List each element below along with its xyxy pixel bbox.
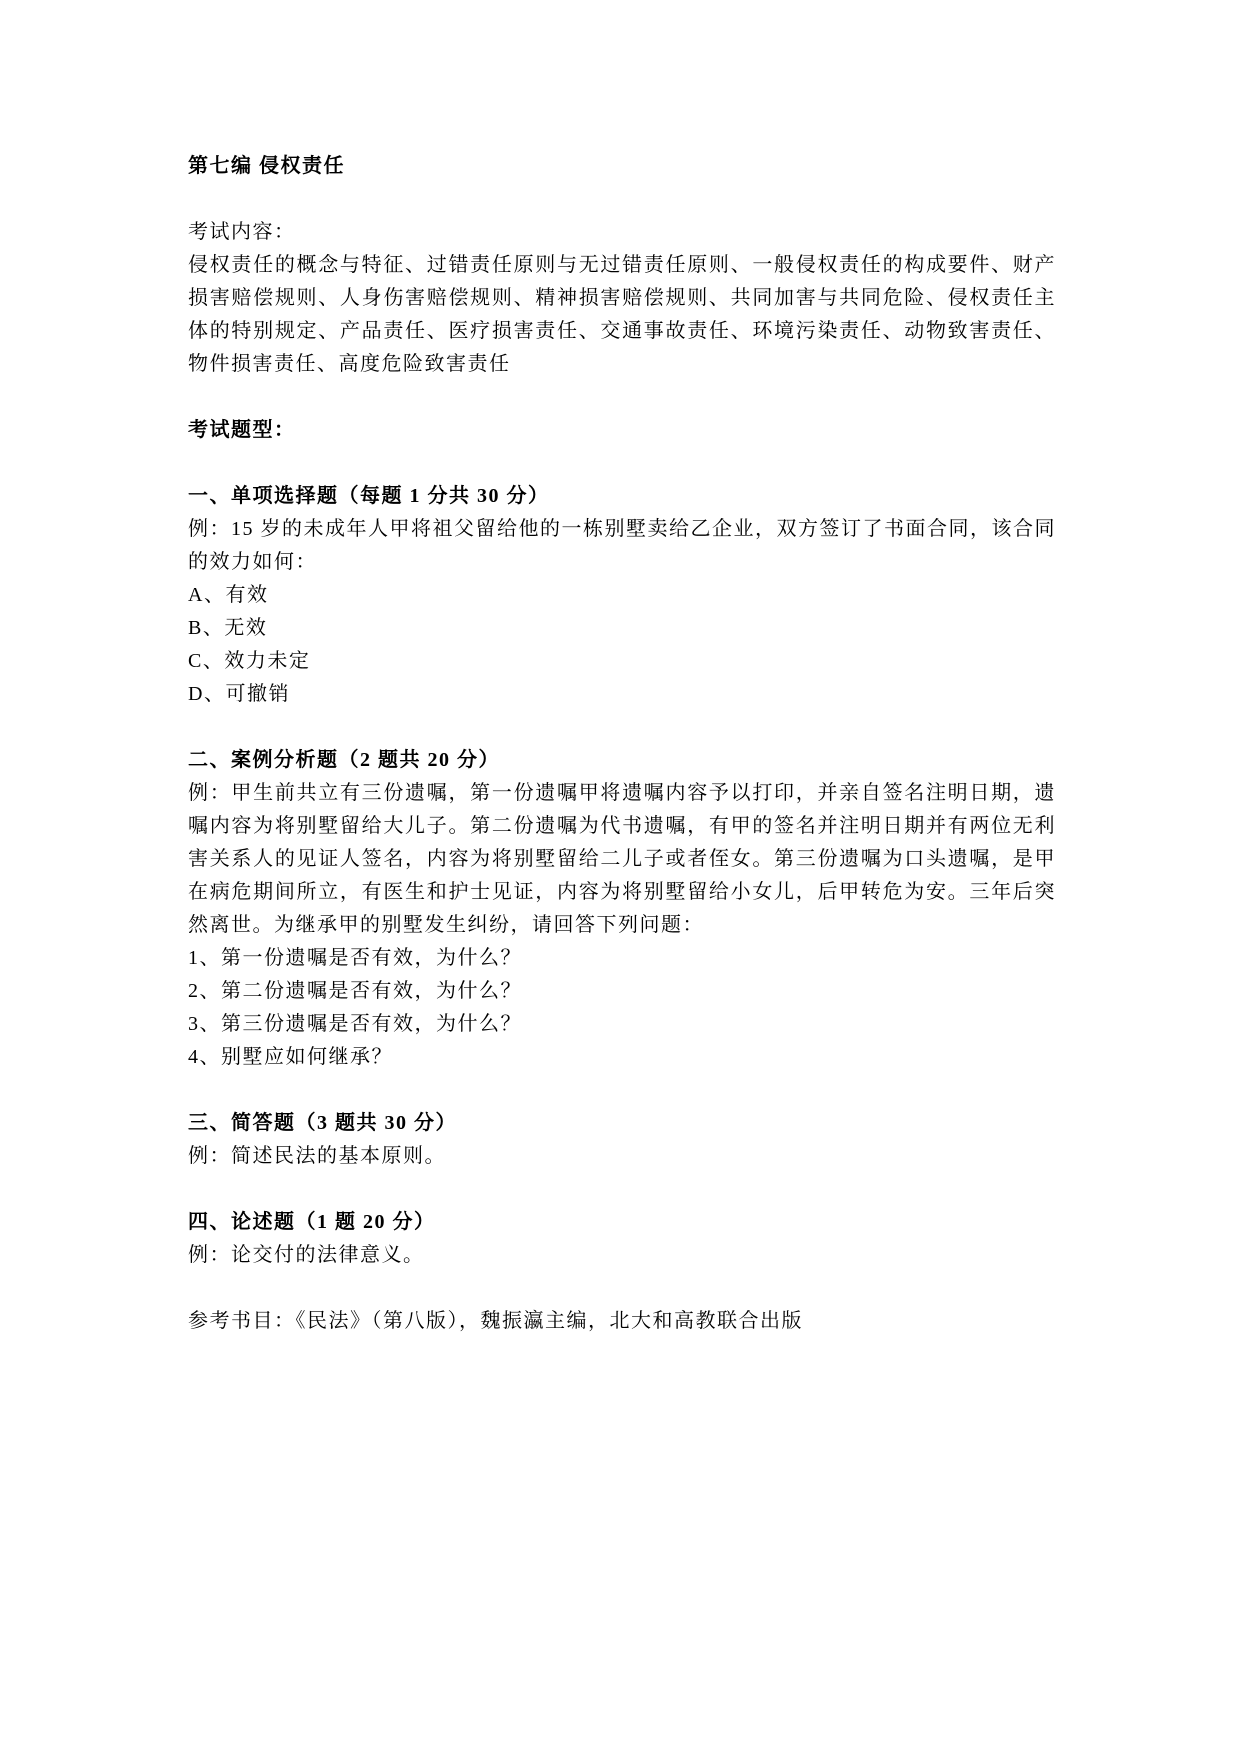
exam-types-heading: 考试题型： xyxy=(188,419,296,441)
multiple-choice-option-d: D、可撤销 xyxy=(188,683,290,705)
multiple-choice-option-b: B、无效 xyxy=(188,617,268,639)
case-analysis-example: 例：甲生前共立有三份遗嘱，第一份遗嘱甲将遗嘱内容予以打印，并亲自签名注明日期，遗嘱内容为将别墅留给大儿子。第二份遗嘱为代书遗嘱，有甲的签名并注明日期并有两位无利害关系人的见证人签名，内容为将别墅留给二儿子或者侄女。第三份遗嘱为口头遗嘱，是甲在病危期间所立，有医生和护士见证，内容为将别墅留给小女儿，后甲转危为安。三年后突然离世。为继承甲的别墅发生纠纷，请回答下列问题： xyxy=(188,782,1056,936)
essay-example: 例：论交付的法律意义。 xyxy=(188,1244,425,1266)
case-analysis-heading: 二、案例分析题（2 题共 20 分） xyxy=(188,749,500,771)
short-answer-example: 例：简述民法的基本原则。 xyxy=(188,1145,446,1167)
multiple-choice-heading: 一、单项选择题（每题 1 分共 30 分） xyxy=(188,485,550,507)
case-analysis-question-2: 2、第二份遗嘱是否有效，为什么？ xyxy=(188,980,522,1002)
document-title: 第七编 侵权责任 xyxy=(188,155,345,177)
case-analysis-question-1: 1、第一份遗嘱是否有效，为什么？ xyxy=(188,947,522,969)
case-analysis-question-4: 4、别墅应如何继承？ xyxy=(188,1046,393,1068)
essay-heading: 四、论述题（1 题 20 分） xyxy=(188,1211,436,1233)
multiple-choice-option-a: A、有效 xyxy=(188,584,269,606)
reference-line: 参考书目：《民法》（第八版），魏振瀛主编，北大和高教联合出版 xyxy=(188,1310,803,1332)
short-answer-heading: 三、简答题（3 题共 30 分） xyxy=(188,1112,457,1134)
case-analysis-question-3: 3、第三份遗嘱是否有效，为什么？ xyxy=(188,1013,522,1035)
exam-content-body: 侵权责任的概念与特征、过错责任原则与无过错责任原则、一般侵权责任的构成要件、财产损害赔偿规则、人身伤害赔偿规则、精神损害赔偿规则、共同加害与共同危险、侵权责任主体的特别规定、产品责任、医疗损害责任、交通事故责任、环境污染责任、动物致害责任、物件损害责任、高度危险致害责任 xyxy=(188,254,1056,375)
exam-content-heading: 考试内容： xyxy=(188,221,296,243)
multiple-choice-example: 例：15 岁的未成年人甲将祖父留给他的一栋别墅卖给乙企业，双方签订了书面合同，该合同的效力如何： xyxy=(188,518,1056,573)
multiple-choice-option-c: C、效力未定 xyxy=(188,650,311,672)
